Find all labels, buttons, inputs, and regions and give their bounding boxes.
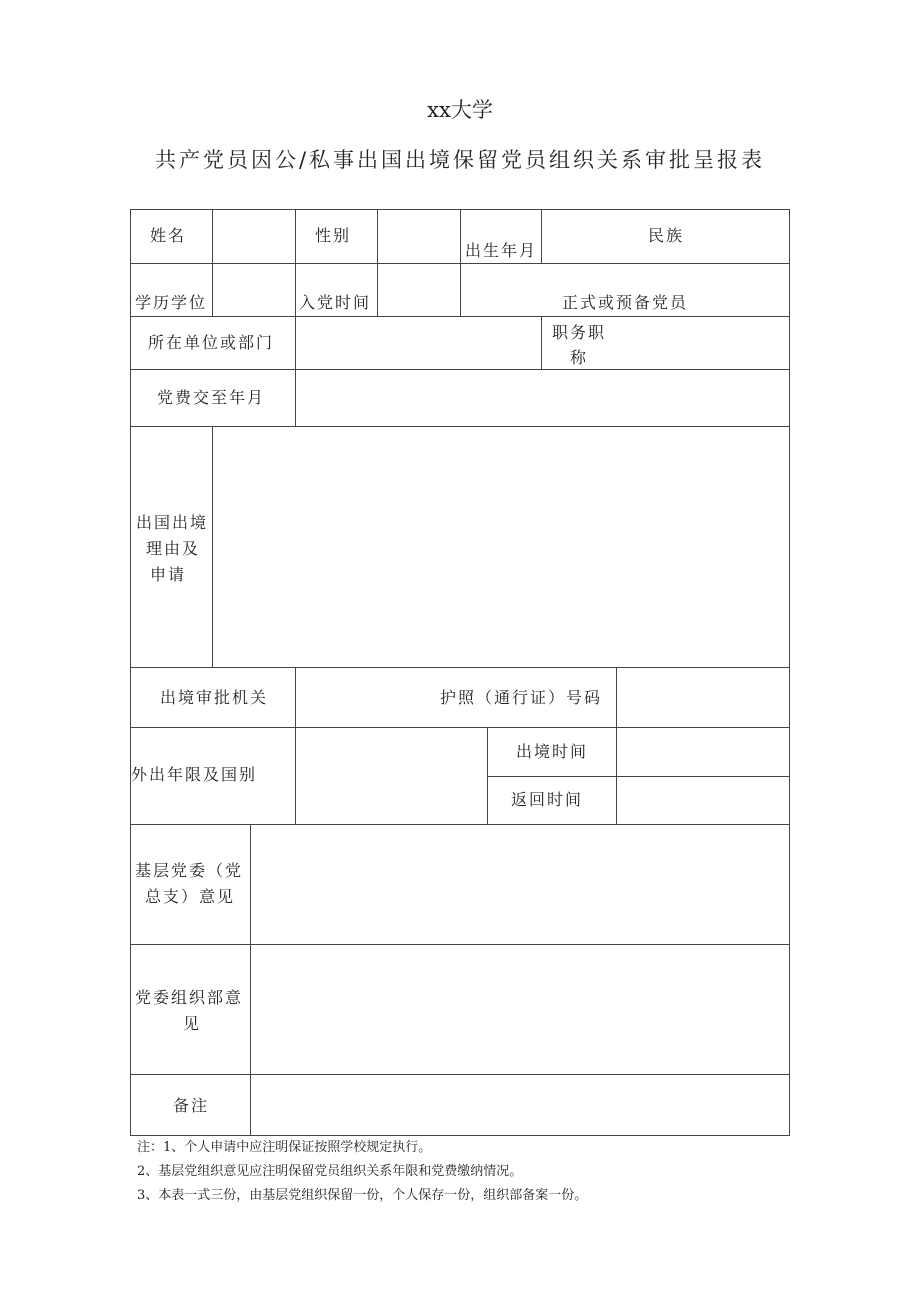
- row-divider: [130, 316, 790, 317]
- column-divider: [212, 426, 213, 667]
- departure-time-label: 出境时间: [516, 742, 589, 761]
- column-divider: [295, 209, 296, 316]
- party-dues-label: 党费交至年月: [157, 388, 266, 407]
- column-divider: [616, 667, 617, 727]
- join-party-date-label: 入党时间: [299, 293, 372, 312]
- reason-label-line2: 理由及: [146, 539, 201, 558]
- row-divider: [130, 1074, 790, 1075]
- position-label-line1: 职务职: [552, 323, 607, 342]
- approval-authority-label: 出境审批机关: [160, 688, 269, 707]
- row-divider: [487, 776, 790, 777]
- committee-opinion-label-line1: 基层党委（党: [135, 861, 244, 880]
- document-subtitle: 共产党员因公/私事出国出境保留党员组织关系审批呈报表: [154, 148, 766, 172]
- column-divider: [541, 316, 542, 369]
- org-dept-opinion-label-line1: 党委组织部意: [135, 988, 244, 1007]
- row-divider: [130, 667, 790, 668]
- column-divider: [377, 209, 378, 316]
- column-divider: [295, 316, 296, 426]
- unit-label: 所在单位或部门: [148, 333, 275, 352]
- row-divider: [130, 369, 790, 370]
- gender-label: 性别: [315, 226, 352, 245]
- table-border-right: [789, 209, 790, 1136]
- reason-label-line3: 申请: [150, 565, 187, 584]
- note-1: 注：1、个人申请中应注明保证按照学校规定执行。: [137, 1140, 432, 1155]
- row-divider: [130, 824, 790, 825]
- education-label: 学历学位: [135, 293, 208, 312]
- table-border-left: [130, 209, 131, 1136]
- name-label: 姓名: [150, 226, 187, 245]
- note-3: 3、本表一式三份，由基层党组织保留一份，个人保存一份，组织部备案一份。: [137, 1188, 588, 1203]
- document-title: xx大学: [427, 98, 493, 122]
- column-divider: [616, 727, 617, 824]
- table-border-bottom: [130, 1135, 790, 1136]
- member-status-label: 正式或预备党员: [562, 293, 689, 312]
- duration-country-label: 外出年限及国别: [131, 765, 258, 784]
- column-divider: [212, 209, 213, 316]
- column-divider: [460, 209, 461, 316]
- column-divider: [487, 727, 488, 824]
- birth-date-label: 出生年月: [465, 241, 538, 260]
- position-label-line2: 称: [570, 348, 589, 367]
- column-divider: [295, 667, 296, 824]
- return-time-label: 返回时间: [511, 790, 584, 809]
- reason-label-line1: 出国出境: [136, 513, 209, 532]
- note-2: 2、基层党组织意见应注明保留党员组织关系年限和党费缴纳情况。: [137, 1164, 523, 1179]
- committee-opinion-label-line2: 总支）意见: [145, 887, 236, 906]
- remarks-label: 备注: [173, 1096, 210, 1115]
- org-dept-opinion-label-line2: 见: [183, 1014, 202, 1033]
- column-divider: [250, 824, 251, 1135]
- row-divider: [130, 944, 790, 945]
- row-divider: [130, 727, 790, 728]
- row-divider: [130, 426, 790, 427]
- passport-number-label: 护照（通行证）号码: [440, 688, 603, 707]
- column-divider: [541, 209, 542, 263]
- ethnicity-label: 民族: [648, 226, 685, 245]
